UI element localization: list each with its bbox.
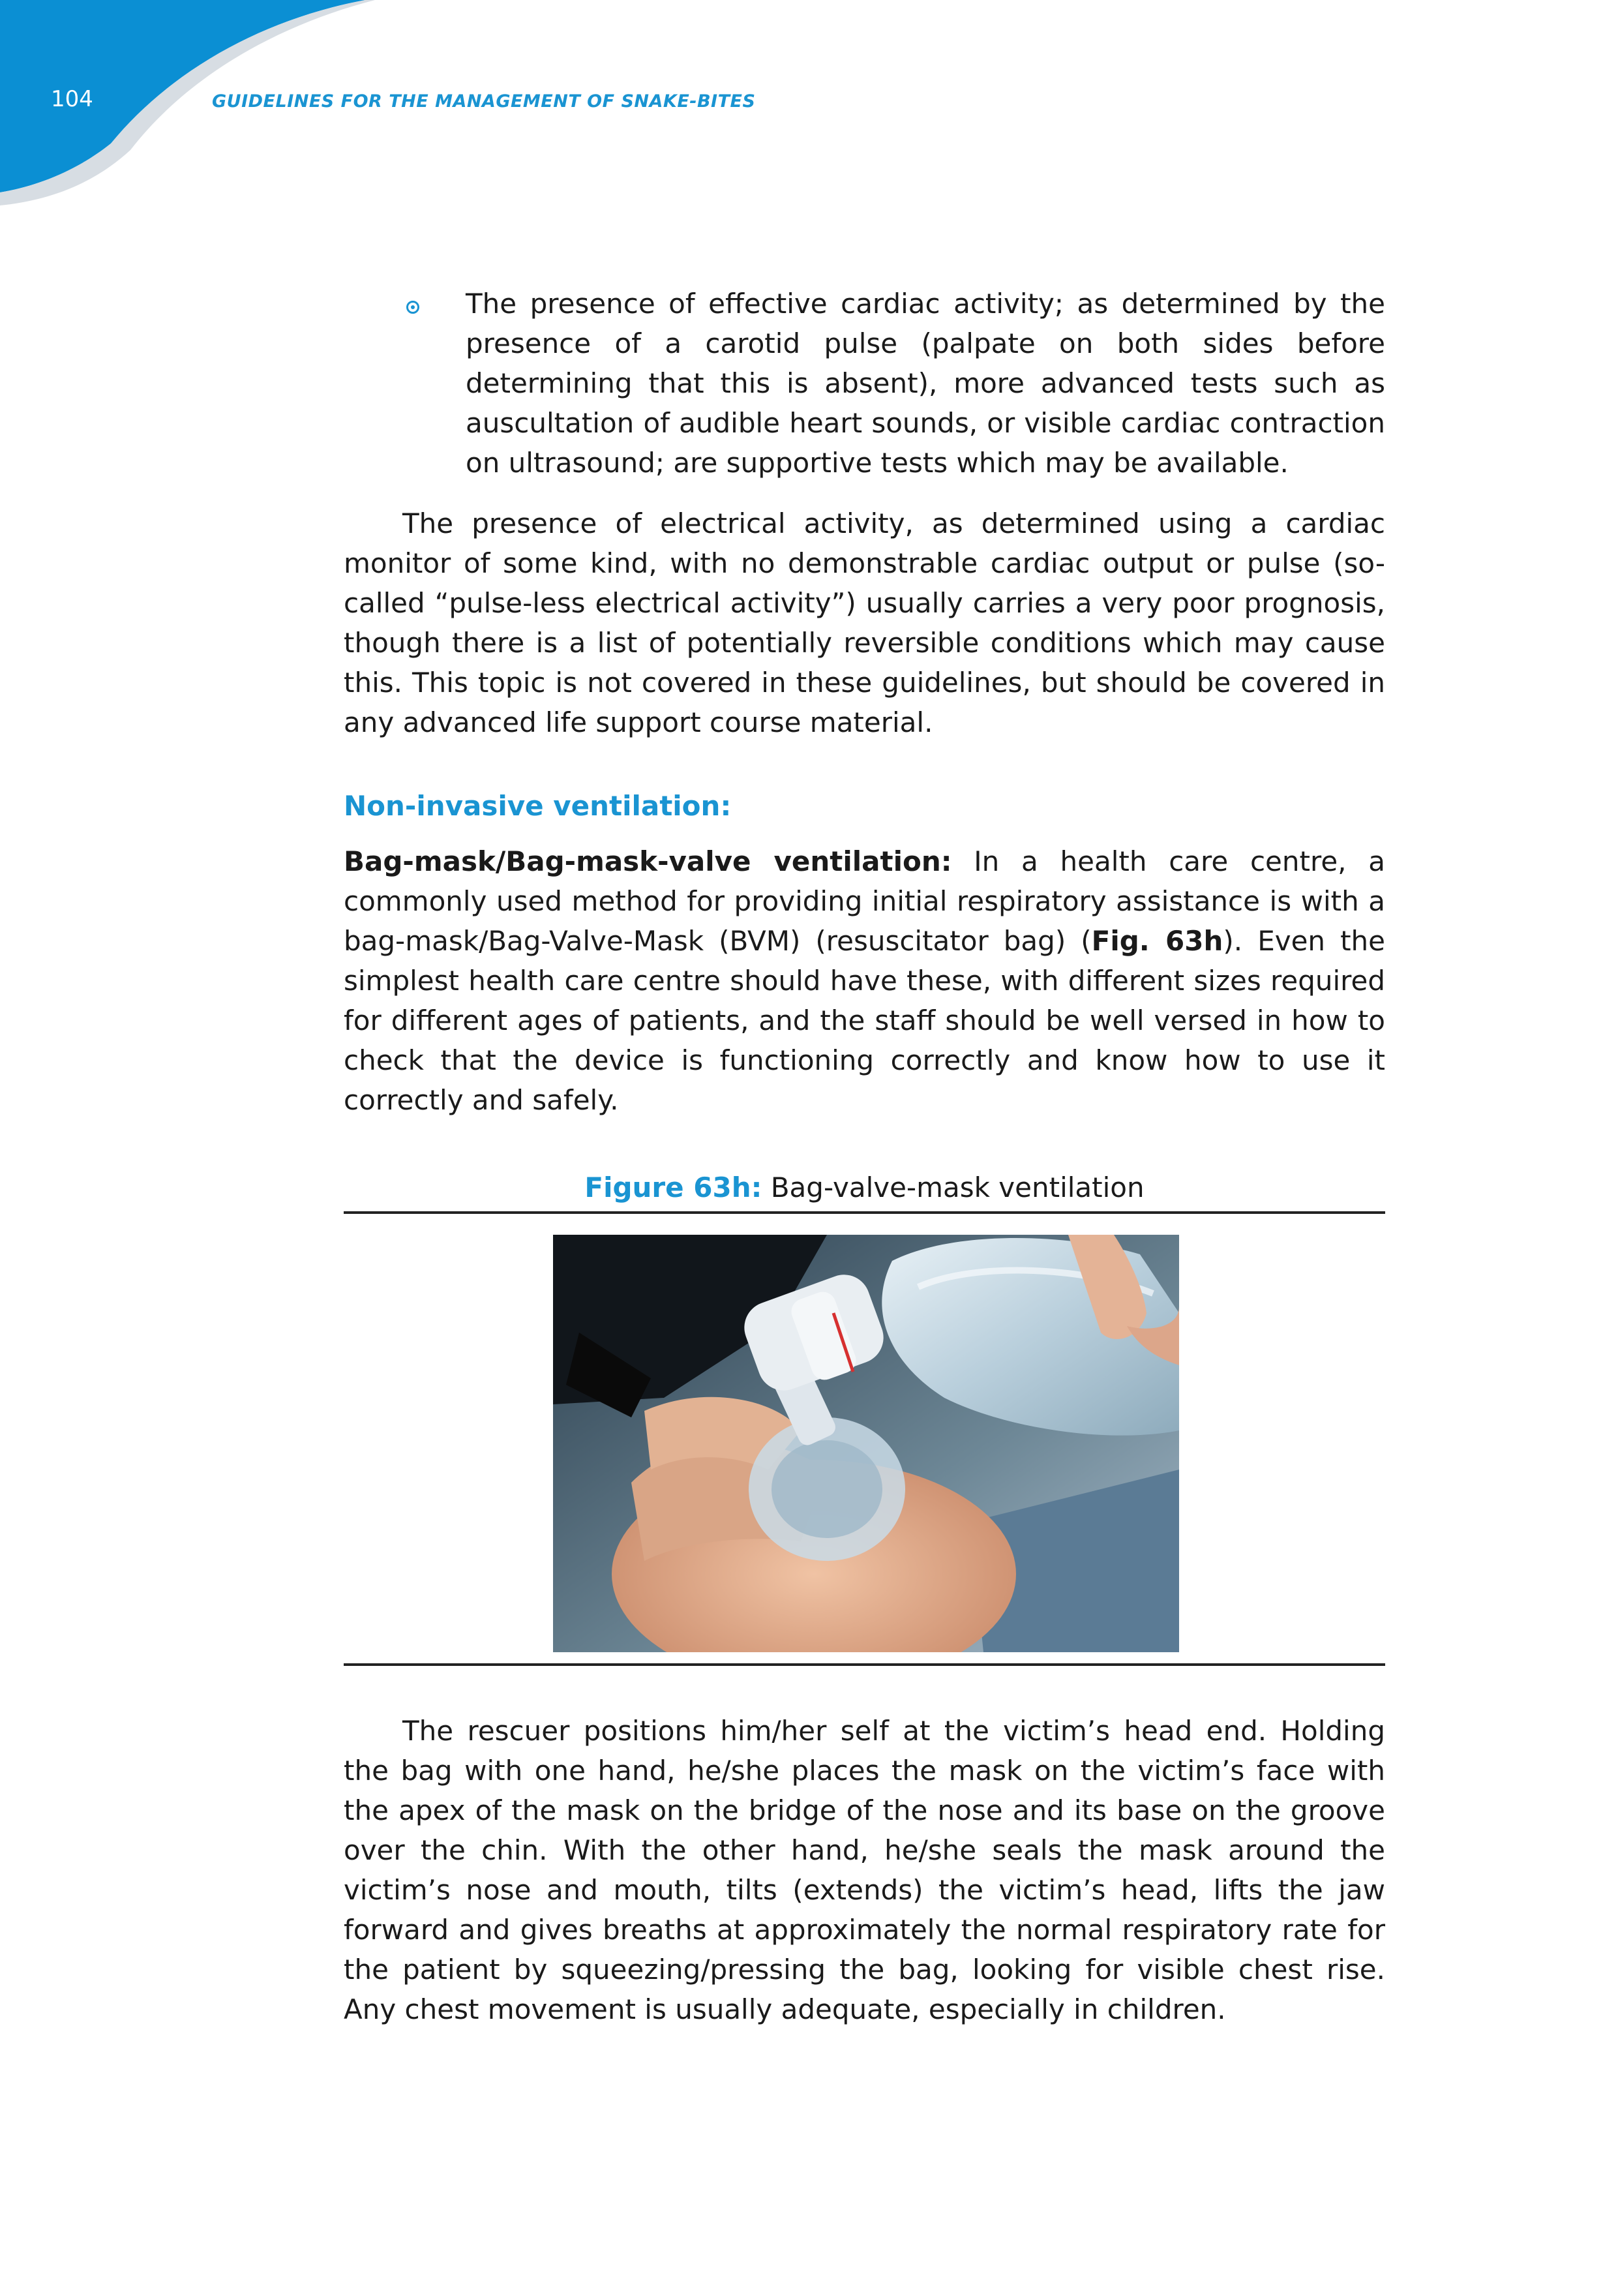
figure-caption — [344, 1168, 1385, 1207]
section-heading: Non-invasive ventilation: — [344, 790, 732, 822]
figure-reference: Fig. 63h — [1091, 925, 1223, 957]
bullet-item — [344, 284, 1385, 483]
paragraph-rescuer-technique — [344, 1711, 1385, 2029]
figure-label: Figure 63h: — [584, 1171, 762, 1203]
bag-valve-mask-photo — [553, 1235, 1179, 1652]
bullet-text: The presence of effective cardiac activity; as determined by the presence of a carotid pulse (palpate on both sides before determining that this is absent), more advanced tests such as auscultation of audible heart sounds, or visible cardiac contraction on ultrasound; are supportive tests which may be available. — [466, 288, 1385, 479]
bvm-lead: Bag-mask/Bag-mask-valve ventilation: — [344, 845, 952, 877]
page-number: 104 — [51, 86, 93, 112]
figure-top-rule — [344, 1211, 1385, 1214]
paragraph-text: The presence of electrical activity, as determined using a cardiac monitor of some kind, with no demonstrable cardiac output or pulse (so-called “pulse-less electrical activity”) usually carries a very poor prognosis, though there is a list of potentially reversible conditions which may cause this. This topic is not covered in these guidelines, but should be covered in any advanced life support course material. — [344, 507, 1385, 738]
figure-caption-text: Bag-valve-mask ventilation — [762, 1171, 1145, 1203]
paragraph-text: The rescuer positions him/her self at the victim’s head end. Holding the bag with one hand, he/she places the mask on the victim’s face with the apex of the mask on the bridge of the nose and its base on the groove over the chin. With the other hand, he/she seals the mask around the victim’s nose and mouth, tilts (extends) the victim’s head, lifts the jaw forward and gives breaths at approximately the normal respiratory rate for the patient by squeezing/pressing the bag, looking for visible chest rise. Any chest movement is usually adequate, especially in children. — [344, 1715, 1385, 2025]
paragraph-text — [344, 841, 1385, 1120]
bvm-text-b: ). Even the simplest health care centre should have these, with different sizes required for different ages of patients, and the staff should be well versed in how to check that the device is functioning correctly and know how to use it correctly and safely. — [344, 925, 1386, 1116]
running-title: GUIDELINES FOR THE MANAGEMENT OF SNAKE-BITES — [212, 91, 756, 112]
paragraph-bvm — [344, 841, 1385, 1120]
circle-bullet-icon — [406, 301, 419, 314]
figure-bottom-rule — [344, 1663, 1385, 1666]
bvm-text-a: In a health care centre, a commonly used method for providing initial respiratory assistance is with a bag-mask/Bag-Valve-Mask (BVM) (resuscitator bag) ( — [344, 845, 1385, 957]
paragraph-electrical-activity — [344, 504, 1385, 742]
